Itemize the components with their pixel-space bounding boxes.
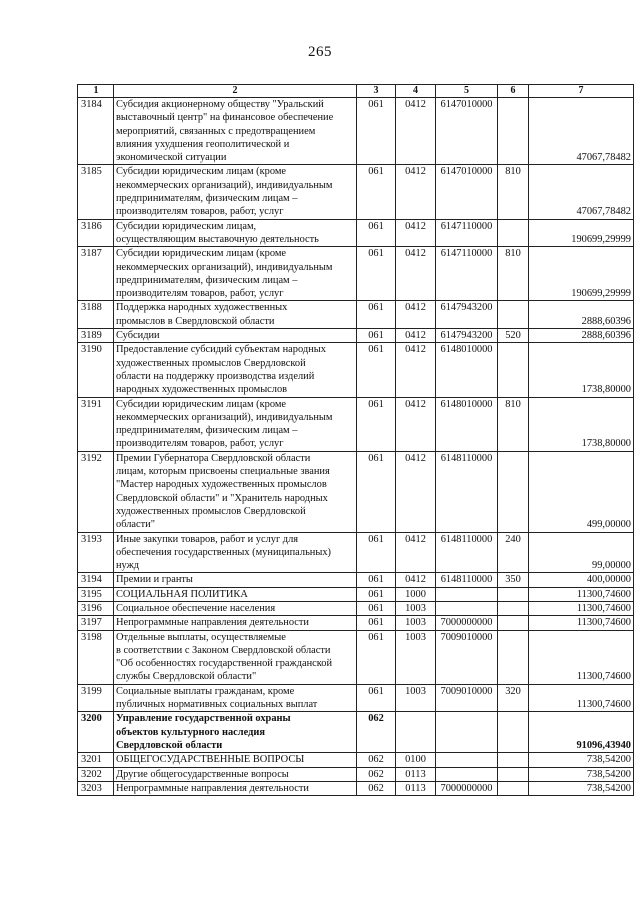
row-amount-cell: 11300,74600 xyxy=(529,601,634,615)
row-number-cell: 3185 xyxy=(78,165,114,219)
row-amount-cell: 11300,74600 xyxy=(529,630,634,684)
row-admin-code-cell: 061 xyxy=(357,98,396,165)
row-section-cell: 0412 xyxy=(396,98,436,165)
row-target-article-cell xyxy=(436,601,498,615)
row-section-cell: 0412 xyxy=(396,165,436,219)
table-row xyxy=(78,712,634,753)
row-target-article-cell: 6147010000 xyxy=(436,98,498,165)
row-name-cell: Субсидии юридическим лицам (кроме некоммерческих организаций), индивидуальным предпринимателям, физическим лицам – производителям товаров, работ, услуг xyxy=(114,247,357,301)
row-name-cell: Предоставление субсидий субъектам народных художественных промыслов Свердловской области на поддержку производства изделий народных художественных промыслов xyxy=(114,343,357,397)
row-expense-type-cell xyxy=(498,343,529,397)
row-amount-cell: 738,54200 xyxy=(529,767,634,781)
row-number-cell: 3190 xyxy=(78,343,114,397)
row-amount-cell: 738,54200 xyxy=(529,781,634,795)
row-target-article-cell: 7000000000 xyxy=(436,616,498,630)
row-target-article-cell: 6148110000 xyxy=(436,451,498,532)
table-row xyxy=(78,767,634,781)
row-expense-type-cell xyxy=(498,767,529,781)
row-amount-cell: 499,00000 xyxy=(529,451,634,532)
row-target-article-cell: 6148010000 xyxy=(436,397,498,451)
row-section-cell: 0412 xyxy=(396,247,436,301)
row-admin-code-cell: 061 xyxy=(357,343,396,397)
row-expense-type-cell: 810 xyxy=(498,247,529,301)
header-col-7: 7 xyxy=(529,85,634,98)
row-admin-code-cell: 061 xyxy=(357,601,396,615)
row-expense-type-cell: 520 xyxy=(498,329,529,343)
header-col-5: 5 xyxy=(436,85,498,98)
row-name-cell: Управление государственной охраны объектов культурного наследия Свердловской области xyxy=(114,712,357,753)
table-row xyxy=(78,532,634,573)
row-expense-type-cell: 320 xyxy=(498,684,529,712)
row-expense-type-cell xyxy=(498,301,529,329)
row-admin-code-cell: 061 xyxy=(357,165,396,219)
row-expense-type-cell: 810 xyxy=(498,165,529,219)
row-name-cell: Непрограммные направления деятельности xyxy=(114,616,357,630)
row-expense-type-cell: 240 xyxy=(498,532,529,573)
table-header-row xyxy=(78,85,634,98)
row-number-cell: 3195 xyxy=(78,587,114,601)
row-name-cell: Поддержка народных художественных промыслов в Свердловской области xyxy=(114,301,357,329)
row-section-cell: 0100 xyxy=(396,753,436,767)
row-section-cell: 0412 xyxy=(396,329,436,343)
row-expense-type-cell xyxy=(498,630,529,684)
row-amount-cell: 190699,29999 xyxy=(529,247,634,301)
row-section-cell: 0412 xyxy=(396,451,436,532)
row-name-cell: СОЦИАЛЬНАЯ ПОЛИТИКА xyxy=(114,587,357,601)
row-target-article-cell xyxy=(436,712,498,753)
row-number-cell: 3184 xyxy=(78,98,114,165)
table-row xyxy=(78,753,634,767)
row-section-cell: 0113 xyxy=(396,781,436,795)
row-expense-type-cell: 810 xyxy=(498,397,529,451)
row-expense-type-cell xyxy=(498,219,529,247)
row-name-cell: Субсидии xyxy=(114,329,357,343)
table-row xyxy=(78,601,634,615)
row-admin-code-cell: 061 xyxy=(357,397,396,451)
row-target-article-cell: 7009010000 xyxy=(436,684,498,712)
row-admin-code-cell: 061 xyxy=(357,451,396,532)
row-section-cell: 1003 xyxy=(396,684,436,712)
table-row xyxy=(78,573,634,587)
row-name-cell: Субсидии юридическим лицам (кроме некоммерческих организаций), индивидуальным предпринимателям, физическим лицам – производителям товаров, работ, услуг xyxy=(114,165,357,219)
budget-table xyxy=(77,84,634,796)
row-amount-cell: 400,00000 xyxy=(529,573,634,587)
row-section-cell: 1000 xyxy=(396,587,436,601)
row-number-cell: 3203 xyxy=(78,781,114,795)
row-number-cell: 3192 xyxy=(78,451,114,532)
row-admin-code-cell: 061 xyxy=(357,573,396,587)
row-number-cell: 3186 xyxy=(78,219,114,247)
row-number-cell: 3189 xyxy=(78,329,114,343)
header-col-3: 3 xyxy=(357,85,396,98)
row-target-article-cell: 6147943200 xyxy=(436,301,498,329)
page-number: 265 xyxy=(308,44,332,60)
row-number-cell: 3200 xyxy=(78,712,114,753)
table-row xyxy=(78,165,634,219)
row-name-cell: Субсидия акционерному обществу "Уральский выставочный центр" на финансовое обеспечение мероприятий, связанных с предотвращением влияния ухудшения геополитической и экономической ситуации xyxy=(114,98,357,165)
row-number-cell: 3201 xyxy=(78,753,114,767)
row-admin-code-cell: 061 xyxy=(357,630,396,684)
row-target-article-cell xyxy=(436,753,498,767)
row-amount-cell: 11300,74600 xyxy=(529,587,634,601)
row-name-cell: Социальные выплаты гражданам, кроме публичных нормативных социальных выплат xyxy=(114,684,357,712)
row-admin-code-cell: 061 xyxy=(357,219,396,247)
row-section-cell: 1003 xyxy=(396,616,436,630)
row-target-article-cell xyxy=(436,767,498,781)
row-target-article-cell: 6148110000 xyxy=(436,573,498,587)
table-row xyxy=(78,451,634,532)
row-amount-cell: 11300,74600 xyxy=(529,616,634,630)
row-section-cell: 0412 xyxy=(396,573,436,587)
table-row xyxy=(78,247,634,301)
header-col-6: 6 xyxy=(498,85,529,98)
table-row xyxy=(78,587,634,601)
row-number-cell: 3196 xyxy=(78,601,114,615)
row-number-cell: 3202 xyxy=(78,767,114,781)
row-admin-code-cell: 061 xyxy=(357,532,396,573)
header-col-2: 2 xyxy=(114,85,357,98)
row-name-cell: Иные закупки товаров, работ и услуг для обеспечения государственных (муниципальных) нужд xyxy=(114,532,357,573)
table-row xyxy=(78,684,634,712)
row-admin-code-cell: 061 xyxy=(357,684,396,712)
table-row xyxy=(78,616,634,630)
table-row xyxy=(78,781,634,795)
row-section-cell: 1003 xyxy=(396,601,436,615)
row-expense-type-cell xyxy=(498,98,529,165)
table-row xyxy=(78,329,634,343)
row-name-cell: Премии Губернатора Свердловской области лицам, которым присвоены специальные звания "Мастер народных художественных промыслов Свердловской области" и "Хранитель народных художественных промыслов Свердловской области" xyxy=(114,451,357,532)
row-admin-code-cell: 062 xyxy=(357,753,396,767)
row-expense-type-cell xyxy=(498,712,529,753)
row-section-cell: 0412 xyxy=(396,343,436,397)
row-section-cell: 0412 xyxy=(396,301,436,329)
row-admin-code-cell: 061 xyxy=(357,587,396,601)
row-target-article-cell: 6148110000 xyxy=(436,532,498,573)
row-number-cell: 3197 xyxy=(78,616,114,630)
row-name-cell: Субсидии юридическим лицам (кроме некоммерческих организаций), индивидуальным предпринимателям, физическим лицам – производителям товаров, работ, услуг xyxy=(114,397,357,451)
row-amount-cell: 1738,80000 xyxy=(529,397,634,451)
row-amount-cell: 738,54200 xyxy=(529,753,634,767)
row-expense-type-cell xyxy=(498,781,529,795)
row-admin-code-cell: 062 xyxy=(357,781,396,795)
row-name-cell: Премии и гранты xyxy=(114,573,357,587)
row-amount-cell: 2888,60396 xyxy=(529,329,634,343)
row-name-cell: Социальное обеспечение населения xyxy=(114,601,357,615)
row-target-article-cell: 6147110000 xyxy=(436,247,498,301)
row-section-cell xyxy=(396,712,436,753)
row-target-article-cell: 6147010000 xyxy=(436,165,498,219)
table-row xyxy=(78,219,634,247)
row-section-cell: 0412 xyxy=(396,219,436,247)
row-target-article-cell: 6147110000 xyxy=(436,219,498,247)
table-row xyxy=(78,630,634,684)
row-number-cell: 3188 xyxy=(78,301,114,329)
row-expense-type-cell xyxy=(498,616,529,630)
row-amount-cell: 2888,60396 xyxy=(529,301,634,329)
row-admin-code-cell: 062 xyxy=(357,767,396,781)
row-amount-cell: 47067,78482 xyxy=(529,165,634,219)
row-admin-code-cell: 061 xyxy=(357,247,396,301)
row-admin-code-cell: 061 xyxy=(357,301,396,329)
table-row xyxy=(78,98,634,165)
row-target-article-cell xyxy=(436,587,498,601)
row-number-cell: 3187 xyxy=(78,247,114,301)
row-number-cell: 3198 xyxy=(78,630,114,684)
row-expense-type-cell: 350 xyxy=(498,573,529,587)
row-expense-type-cell xyxy=(498,451,529,532)
row-section-cell: 0412 xyxy=(396,397,436,451)
row-amount-cell: 190699,29999 xyxy=(529,219,634,247)
row-name-cell: Отдельные выплаты, осуществляемые в соответствии с Законом Свердловской области "Об особенностях государственной гражданской службы Свердловской области" xyxy=(114,630,357,684)
row-amount-cell: 99,00000 xyxy=(529,532,634,573)
table-row xyxy=(78,301,634,329)
row-admin-code-cell: 061 xyxy=(357,329,396,343)
row-number-cell: 3199 xyxy=(78,684,114,712)
table-row xyxy=(78,397,634,451)
row-amount-cell: 1738,80000 xyxy=(529,343,634,397)
row-name-cell: ОБЩЕГОСУДАРСТВЕННЫЕ ВОПРОСЫ xyxy=(114,753,357,767)
row-amount-cell: 47067,78482 xyxy=(529,98,634,165)
row-name-cell: Субсидии юридическим лицам, осуществляющим выставочную деятельность xyxy=(114,219,357,247)
row-number-cell: 3194 xyxy=(78,573,114,587)
row-expense-type-cell xyxy=(498,587,529,601)
header-col-1: 1 xyxy=(78,85,114,98)
row-amount-cell: 11300,74600 xyxy=(529,684,634,712)
row-admin-code-cell: 061 xyxy=(357,616,396,630)
row-name-cell: Другие общегосударственные вопросы xyxy=(114,767,357,781)
row-expense-type-cell xyxy=(498,601,529,615)
row-number-cell: 3191 xyxy=(78,397,114,451)
row-section-cell: 0113 xyxy=(396,767,436,781)
header-col-4: 4 xyxy=(396,85,436,98)
row-target-article-cell: 7000000000 xyxy=(436,781,498,795)
row-target-article-cell: 6148010000 xyxy=(436,343,498,397)
row-section-cell: 1003 xyxy=(396,630,436,684)
row-number-cell: 3193 xyxy=(78,532,114,573)
table-body xyxy=(78,98,634,796)
row-amount-cell: 91096,43940 xyxy=(529,712,634,753)
row-expense-type-cell xyxy=(498,753,529,767)
row-section-cell: 0412 xyxy=(396,532,436,573)
row-name-cell: Непрограммные направления деятельности xyxy=(114,781,357,795)
row-target-article-cell: 6147943200 xyxy=(436,329,498,343)
table-row xyxy=(78,343,634,397)
row-target-article-cell: 7009010000 xyxy=(436,630,498,684)
row-admin-code-cell: 062 xyxy=(357,712,396,753)
